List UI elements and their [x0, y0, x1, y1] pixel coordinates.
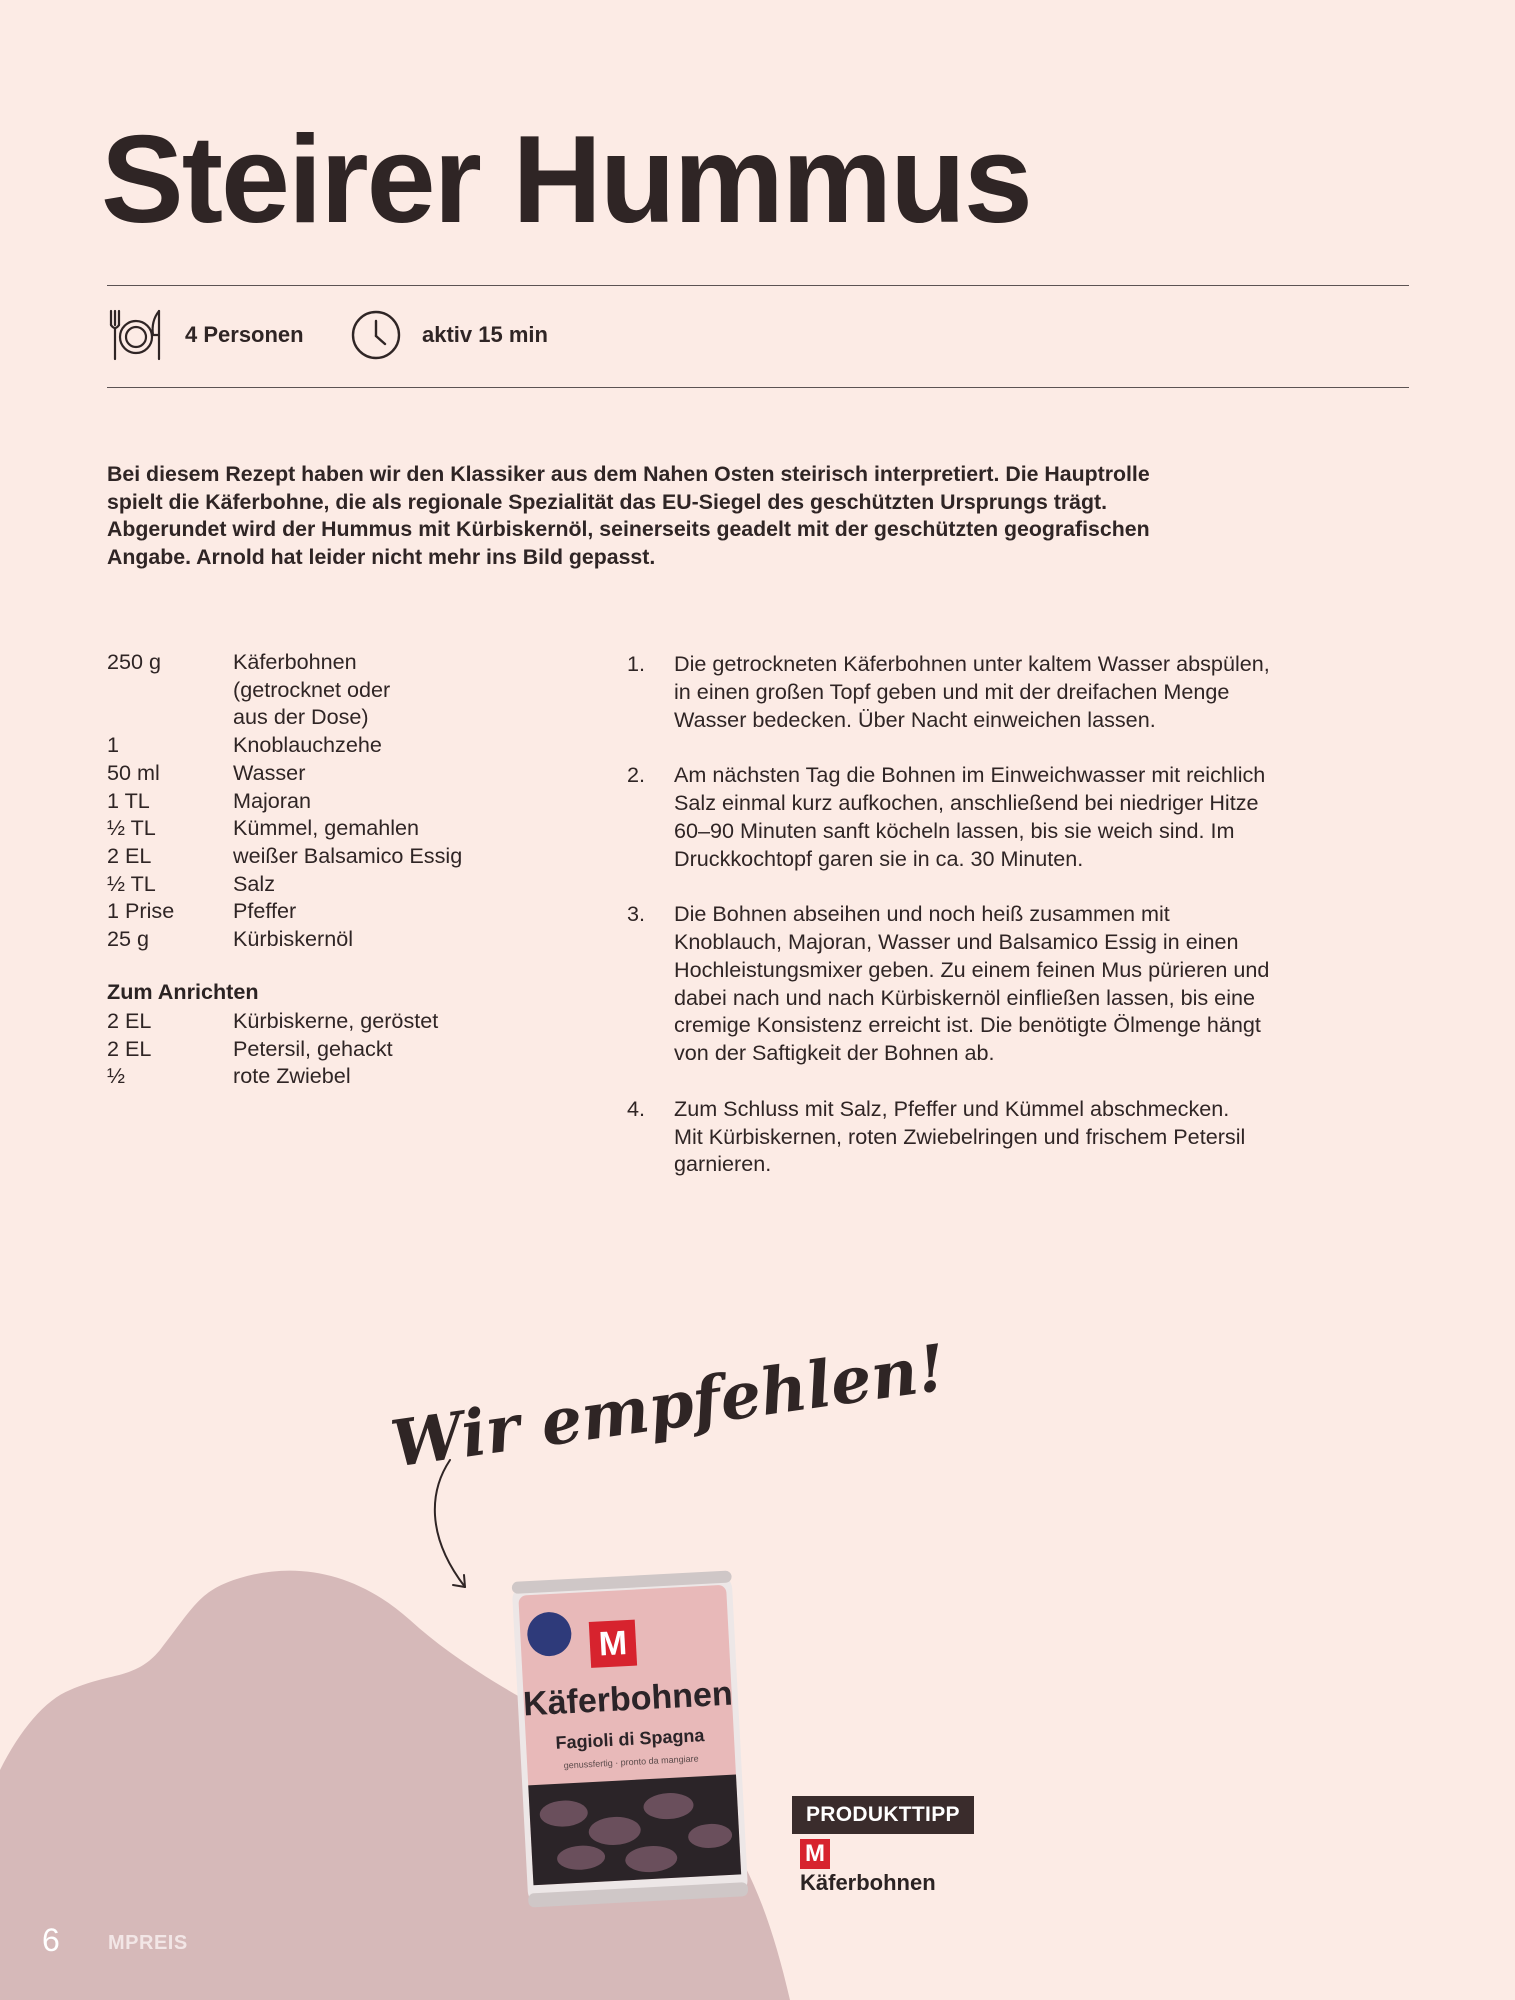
plate-cutlery-icon: [107, 307, 165, 363]
step-item: [627, 650, 1347, 733]
intro-line: Abgerundet wird der Hummus mit Kürbiskernöl, seinerseits geadelt mit der geschützten geografischen: [107, 517, 1150, 542]
ingredient-name: weißer Balsamico Essig: [233, 842, 463, 868]
servings-label: 4 Personen: [185, 322, 304, 347]
step-line: 60–90 Minuten sanft köcheln lassen, bis sie weich sind. Im: [674, 817, 1235, 843]
mpreis-logo-icon: [800, 1839, 830, 1869]
step-number: 3.: [627, 901, 646, 927]
step-line: garnieren.: [674, 1151, 772, 1177]
intro-line: Angabe. Arnold hat leider nicht mehr ins Bild gepasst.: [107, 545, 656, 570]
ingredient-name-line: aus der Dose): [233, 704, 369, 730]
garnish-heading: Zum Anrichten: [107, 979, 259, 1004]
logo-letter: M: [805, 1840, 825, 1867]
step-item: [627, 761, 1347, 872]
recipe-intro: [107, 461, 1237, 572]
step-item: [627, 1095, 1347, 1178]
step-line: Die Bohnen abseihen und noch heiß zusammen mit: [674, 901, 1170, 927]
product-can-image: [500, 1560, 760, 1920]
step-line: Druckkochtopf garen sie in ca. 30 Minuten.: [674, 845, 1084, 871]
step-line: Wasser bedecken. Über Nacht einweichen lassen.: [674, 706, 1156, 732]
garnish-qty: 2 EL: [107, 1008, 152, 1033]
recipe-meta: [107, 305, 1409, 365]
can-subtitle: Fagioli di Spagna: [555, 1725, 705, 1753]
ingredient-row: [107, 787, 523, 815]
garnish-qty: ½: [107, 1063, 126, 1089]
ingredient-name: Pfeffer: [233, 898, 297, 924]
clock-icon: [350, 309, 402, 361]
ingredient-name: [233, 648, 523, 731]
ingredient-name: Majoran: [233, 787, 312, 813]
intro-line: spielt die Käferbohne, die als regionale Spezialität das EU-Siegel des geschützten Ursprungs trägt.: [107, 489, 1108, 514]
ingredient-qty: 50 ml: [107, 759, 160, 785]
time-info: [350, 305, 548, 365]
product-name: Käferbohnen: [800, 1870, 936, 1895]
ingredient-row: [107, 648, 523, 731]
ingredient-row: [107, 870, 523, 898]
step-line: Knoblauch, Majoran, Wasser und Balsamico Essig in einen: [674, 928, 1239, 954]
can-logo: M: [597, 1624, 629, 1664]
step-number: 4.: [627, 1095, 646, 1121]
step-line: von der Saftigkeit der Bohnen ab.: [674, 1040, 995, 1066]
ingredient-name-line: Käferbohnen: [233, 649, 357, 674]
step-line: Die getrockneten Käferbohnen unter kaltem Wasser abspülen,: [674, 651, 1270, 676]
step-number: 1.: [627, 651, 646, 676]
can-title: Käferbohnen: [522, 1674, 734, 1724]
ingredient-qty: 1 TL: [107, 787, 150, 813]
brand-footer: MPREIS: [108, 1932, 188, 1954]
step-line: in einen großen Topf geben und mit der dreifachen Menge: [674, 678, 1230, 704]
ingredient-name: Kürbiskernöl: [233, 926, 354, 952]
ingredient-row: [107, 759, 523, 787]
recommend-heading: [386, 1330, 951, 1483]
ingredient-row: [107, 842, 523, 870]
ingredient-name: Wasser: [233, 759, 306, 785]
step-item: [627, 900, 1347, 1067]
ingredient-row: [107, 897, 523, 925]
ingredients-list: [107, 648, 523, 953]
recipe-title: Steirer Hummus: [101, 111, 1031, 249]
recommend-heading-text: Wir empfehlen!: [386, 1330, 951, 1483]
time-label: aktiv 15 min: [422, 322, 548, 347]
ingredient-name-line: (getrocknet oder: [233, 676, 391, 702]
step-line: Hochleistungsmixer geben. Zu einem feinen Mus pürieren und: [674, 956, 1270, 982]
preparation-steps: [627, 650, 1347, 1206]
garnish-qty: 2 EL: [107, 1035, 152, 1061]
divider-top: [107, 285, 1409, 286]
ingredient-row: [107, 925, 523, 953]
step-line: Mit Kürbiskernen, roten Zwiebelringen und frischem Petersil: [674, 1123, 1246, 1149]
ingredient-qty: 250 g: [107, 649, 162, 674]
garnish-row: [107, 1007, 438, 1035]
ingredient-name: Kümmel, gemahlen: [233, 815, 420, 841]
garnish-name: Kürbiskerne, geröstet: [233, 1008, 439, 1033]
garnish-name: Petersil, gehackt: [233, 1035, 393, 1061]
step-line: Zum Schluss mit Salz, Pfeffer und Kümmel abschmecken.: [674, 1095, 1230, 1121]
garnish-row: [107, 1035, 438, 1063]
ingredient-name: Knoblauchzehe: [233, 732, 382, 758]
ingredient-qty: 2 EL: [107, 842, 152, 868]
ingredient-qty: 1 Prise: [107, 898, 175, 924]
garnish-list: [107, 1007, 438, 1090]
ingredient-qty: ½ TL: [107, 815, 156, 841]
step-line: Salz einmal kurz aufkochen, anschließend bei niedriger Hitze: [674, 789, 1259, 815]
step-line: Am nächsten Tag die Bohnen im Einweichwasser mit reichlich: [674, 762, 1266, 788]
garnish-row: [107, 1062, 438, 1090]
product-tip-badge: PRODUKTTIPP: [792, 1796, 974, 1834]
ingredient-name: Salz: [233, 870, 276, 896]
divider-bottom: [107, 387, 1409, 388]
step-number: 2.: [627, 762, 646, 788]
ingredient-row: [107, 814, 523, 842]
ingredient-qty: ½ TL: [107, 870, 156, 896]
curved-arrow-icon: [420, 1455, 480, 1595]
ingredient-row: [107, 731, 523, 759]
servings-info: [107, 305, 304, 365]
intro-line: Bei diesem Rezept haben wir den Klassiker aus dem Nahen Osten steirisch interpretiert. Die Hauptrolle: [107, 462, 1150, 486]
ingredient-qty: 1: [107, 732, 120, 758]
ingredient-qty: 25 g: [107, 926, 150, 952]
step-line: dabei nach und nach Kürbiskernöl einfließen lassen, bis eine: [674, 984, 1256, 1010]
garnish-name: rote Zwiebel: [233, 1063, 351, 1089]
can-small-text: genussfertig · pronto da mangiare: [563, 1753, 699, 1771]
step-line: cremige Konsistenz erreicht ist. Die benötigte Ölmenge hängt: [674, 1012, 1261, 1038]
page-number: 6: [42, 1922, 60, 1958]
